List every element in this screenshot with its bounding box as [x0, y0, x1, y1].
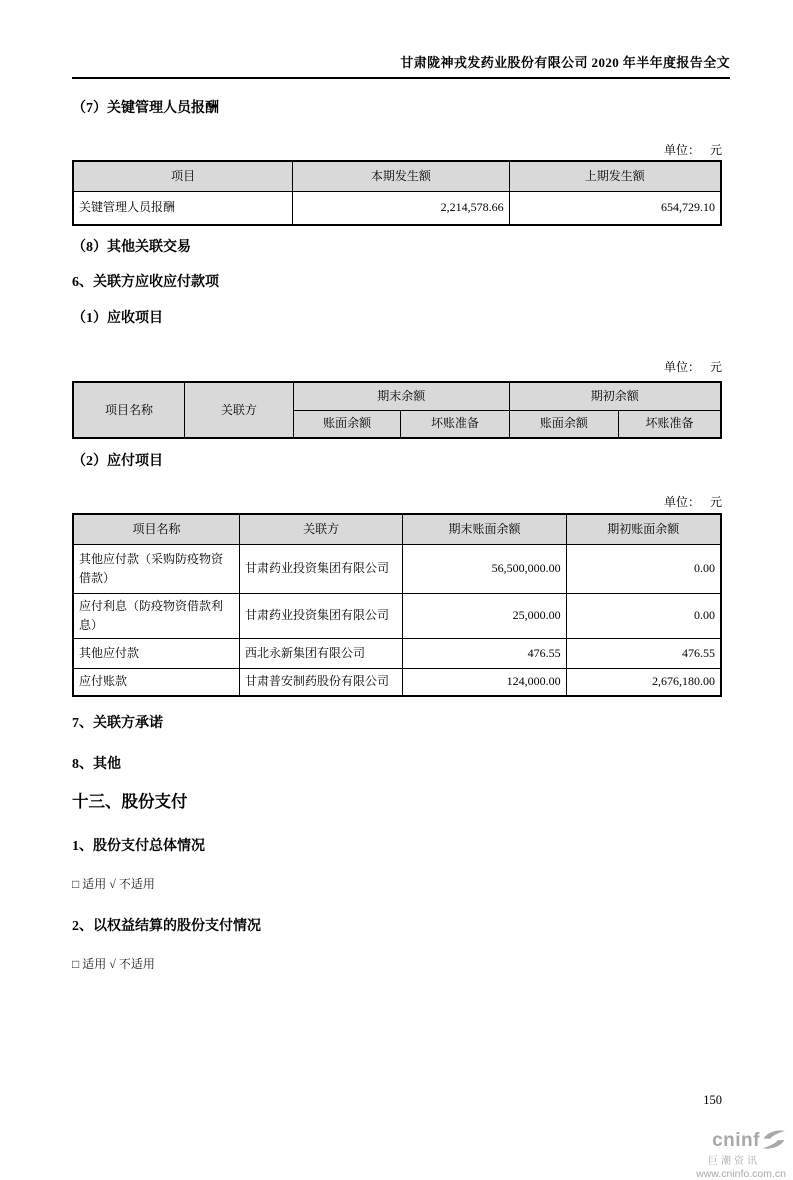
section-heading-other-related-transactions: （8）其他关联交易 [72, 240, 191, 255]
table-row [73, 544, 721, 593]
cell-related-party: 甘肃药业投资集团有限公司 [240, 544, 403, 593]
column-group-ending-balance: 期末余额 [293, 382, 509, 410]
cell-related-party: 甘肃药业投资集团有限公司 [240, 593, 403, 638]
applicability-line: □ 适用 √ 不适用 [72, 877, 155, 891]
cell-beginning-balance: 476.55 [566, 638, 721, 668]
column-header-item-name: 项目名称 [73, 382, 184, 438]
cell-current-amount: 2,214,578.66 [293, 191, 509, 225]
cell-item: 其他应付款 [73, 638, 240, 668]
column-header-related-party: 关联方 [184, 382, 293, 438]
section-heading-other: 8、其他 [72, 757, 121, 772]
compensation-table [72, 160, 722, 226]
column-header-prior-period: 上期发生额 [509, 161, 721, 191]
section-heading-related-party-commitments: 7、关联方承诺 [72, 716, 163, 731]
applicability-line: □ 适用 √ 不适用 [72, 957, 155, 971]
payables-table [72, 513, 722, 697]
cell-ending-balance: 56,500,000.00 [403, 544, 566, 593]
page-number: 150 [703, 1093, 722, 1107]
section-heading-key-management-compensation: （7）关键管理人员报酬 [72, 101, 219, 116]
section-heading-share-payment-overview: 1、股份支付总体情况 [72, 839, 205, 854]
cell-ending-balance: 476.55 [403, 638, 566, 668]
cninfo-logo [696, 1129, 786, 1180]
section-heading-related-party-balances: 6、关联方应收应付款项 [72, 275, 219, 290]
unit-label: 单位： [663, 143, 700, 157]
cninfo-logo-chinese-name: 巨潮资讯 [708, 1155, 760, 1167]
cell-related-party: 甘肃普安制药股份有限公司 [240, 668, 403, 696]
receivables-table [72, 381, 722, 439]
cell-beginning-balance: 0.00 [566, 544, 721, 593]
unit-value: 元 [709, 495, 722, 509]
column-header-item-name: 项目名称 [73, 514, 240, 544]
section-heading-share-based-payment: 十三、股份支付 [72, 792, 188, 811]
column-group-beginning-balance: 期初余额 [509, 382, 721, 410]
unit-label: 单位： [663, 360, 700, 374]
section-heading-payables: （2）应付项目 [72, 454, 163, 469]
cell-item: 应付利息（防疫物资借款利息） [73, 593, 240, 638]
table-header-row [73, 161, 721, 191]
cell-beginning-balance: 0.00 [566, 593, 721, 638]
table-header-row [73, 382, 721, 410]
unit-value: 元 [709, 360, 722, 374]
cell-item: 关键管理人员报酬 [73, 191, 293, 225]
cell-item: 其他应付款（采购防疫物资借款） [73, 544, 240, 593]
column-header-bad-debt-provision: 坏账准备 [619, 410, 721, 438]
cell-beginning-balance: 2,676,180.00 [566, 668, 721, 696]
report-page [0, 55, 793, 972]
cninfo-swoosh-icon [762, 1129, 786, 1155]
column-header-bad-debt-provision: 坏账准备 [401, 410, 509, 438]
column-header-current-period: 本期发生额 [293, 161, 509, 191]
column-header-ending-book-balance: 期末账面余额 [403, 514, 566, 544]
table-row [73, 593, 721, 638]
unit-line [72, 143, 722, 158]
cninfo-logo-url: www.cninfo.com.cn [696, 1167, 786, 1180]
table-row [73, 191, 721, 225]
unit-value: 元 [709, 143, 722, 157]
column-header-beginning-book-balance: 期初账面余额 [566, 514, 721, 544]
section-heading-equity-settled-share-payment: 2、以权益结算的股份支付情况 [72, 919, 261, 934]
unit-line [72, 495, 722, 510]
table-row [73, 668, 721, 696]
column-header-related-party: 关联方 [240, 514, 403, 544]
table-header-row [73, 514, 721, 544]
cell-prior-amount: 654,729.10 [509, 191, 721, 225]
section-heading-receivables: （1）应收项目 [72, 311, 163, 326]
cell-ending-balance: 25,000.00 [403, 593, 566, 638]
cell-related-party: 西北永新集团有限公司 [240, 638, 403, 668]
report-header-title: 甘肃陇神戎发药业股份有限公司 2020 年半年度报告全文 [72, 55, 730, 79]
cninfo-logo-brand-text: cninf [712, 1130, 760, 1152]
column-header-book-balance: 账面余额 [293, 410, 401, 438]
column-header-item: 项目 [73, 161, 293, 191]
unit-line [72, 360, 722, 375]
table-row [73, 638, 721, 668]
column-header-book-balance: 账面余额 [509, 410, 619, 438]
unit-label: 单位： [663, 495, 700, 509]
cell-ending-balance: 124,000.00 [403, 668, 566, 696]
cell-item: 应付账款 [73, 668, 240, 696]
